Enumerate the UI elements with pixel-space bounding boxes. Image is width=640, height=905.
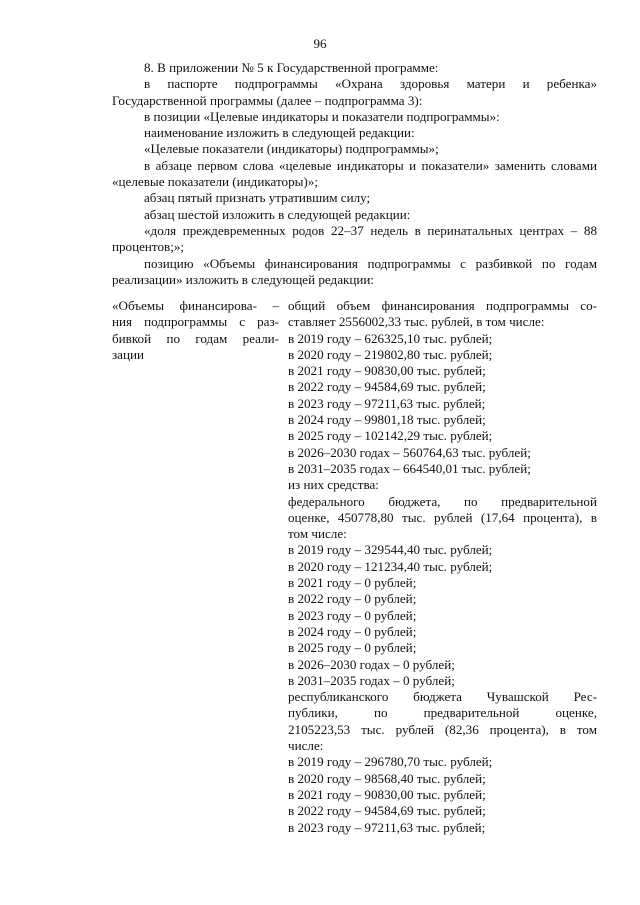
table-value-line: в 2020 году – 121234,40 тыс. рублей;: [288, 558, 493, 574]
table-value-line: в 2021 году – 0 рублей;: [288, 575, 417, 591]
paragraph: «доля преждевременных родов 22–37 недель в перинатальных центрах – 88 процентов;»;: [112, 222, 597, 255]
table-value-line: из них средства:: [288, 477, 379, 493]
table-value-line: в 2021 году – 90830,00 тыс. рублей;: [288, 363, 486, 379]
table-value-line: ставляет 2556002,33 тыс. рублей, в том числе:: [288, 314, 545, 330]
table-label-line: «Объемы финансирова- –: [112, 298, 279, 313]
table-value-line: общий объем финансирования подпрограммы со-: [288, 298, 597, 313]
table-value-line: в 2026–2030 годах – 0 рублей;: [288, 656, 455, 672]
table-value-line: в 2023 году – 97211,63 тыс. рублей;: [288, 819, 486, 835]
table-value-line: в 2019 году – 626325,10 тыс. рублей;: [288, 330, 493, 346]
paragraph: 8. В приложении № 5 к Государственной программе:: [144, 60, 439, 75]
table-value-cell: [288, 298, 597, 836]
paragraph: «Целевые показатели (индикаторы) подпрограммы»;: [144, 141, 439, 157]
table-value-line: в 2025 году – 102142,29 тыс. рублей;: [288, 428, 493, 444]
table-label-line: зации: [112, 346, 145, 362]
financing-table: [112, 298, 597, 835]
table-value-line: 2105223,53 тыс. рублей (82,36 процента), в том: [288, 721, 597, 737]
table-value-line: в 2020 году – 219802,80 тыс. рублей;: [288, 346, 493, 362]
table-value-line: в 2019 году – 329544,40 тыс. рублей;: [288, 542, 493, 558]
table-label-line: ния подпрограммы с раз-: [112, 314, 279, 330]
table-label-line: бивкой по годам реали-: [112, 330, 279, 346]
paragraph: в позиции «Целевые индикаторы и показатели подпрограммы»:: [144, 108, 500, 124]
paragraph: наименование изложить в следующей редакции:: [144, 125, 415, 141]
table-value-line: публики, по предварительной оценке,: [288, 705, 597, 721]
table-value-line: в 2024 году – 0 рублей;: [288, 623, 417, 639]
paragraph: абзац пятый признать утратившим силу;: [144, 190, 371, 206]
table-value-line: в 2022 году – 0 рублей;: [288, 591, 417, 607]
table-value-line: республиканского бюджета Чувашской Рес-: [288, 689, 597, 705]
page-number: 96: [313, 36, 327, 51]
paragraph: в абзаце первом слова «целевые индикаторы и показатели» заменить словами «целевые показатели (индикаторы)»;: [112, 157, 597, 190]
table-value-line: в 2022 году – 94584,69 тыс. рублей;: [288, 803, 486, 819]
paragraph: абзац шестой изложить в следующей редакции:: [144, 206, 411, 222]
table-value-line: в 2019 году – 296780,70 тыс. рублей;: [288, 754, 493, 770]
table-value-line: том числе:: [288, 526, 347, 542]
table-value-line: в 2023 году – 97211,63 тыс. рублей;: [288, 395, 486, 411]
table-value-line: в 2020 году – 98568,40 тыс. рублей;: [288, 770, 486, 786]
table-value-line: в 2031–2035 годах – 0 рублей;: [288, 672, 455, 688]
table-label-cell: [112, 298, 279, 363]
table-value-line: в 2024 году – 99801,18 тыс. рублей;: [288, 412, 486, 428]
table-value-line: оценке, 450778,80 тыс. рублей (17,64 процента), в: [288, 509, 597, 525]
paragraph: в паспорте подпрограммы «Охрана здоровья матери и ребенка» Государственной программы (далее – подпрограмма 3):: [112, 76, 597, 108]
table-value-line: в 2023 году – 0 рублей;: [288, 607, 417, 623]
table-value-line: в 2022 году – 94584,69 тыс. рублей;: [288, 379, 486, 395]
table-value-line: в 2031–2035 годах – 664540,01 тыс. рублей;: [288, 460, 531, 476]
table-value-line: в 2026–2030 годах – 560764,63 тыс. рублей;: [288, 444, 531, 460]
body-text: [112, 60, 597, 288]
paragraph: позицию «Объемы финансирования подпрограммы с разбивкой по годам реализации» изложить в следующей редакции:: [112, 255, 597, 287]
table-value-line: в 2021 году – 90830,00 тыс. рублей;: [288, 786, 486, 802]
table-value-line: числе:: [288, 738, 324, 754]
table-value-line: в 2025 году – 0 рублей;: [288, 640, 417, 656]
table-value-line: федерального бюджета, по предварительной: [288, 493, 597, 509]
